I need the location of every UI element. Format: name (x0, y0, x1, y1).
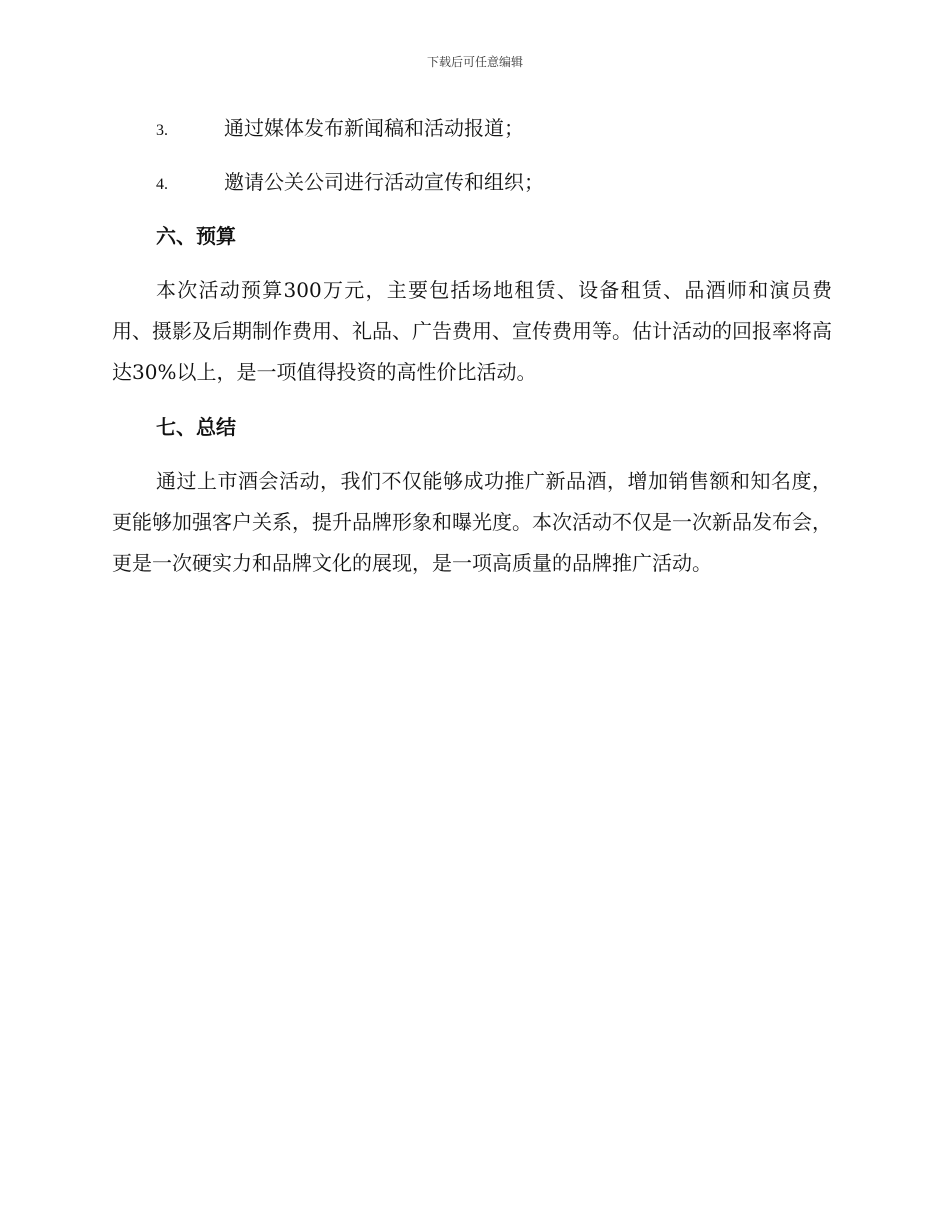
list-item (112, 162, 832, 202)
list-item-text: 邀请公关公司进行活动宣传和组织； (224, 170, 544, 194)
section-heading-summary: 七、总结 (156, 415, 236, 439)
page-header: 下载后可任意编辑 (426, 55, 523, 69)
budget-paragraph: 本次活动预算300万元，主要包括场地租赁、设备租赁、品酒师和演员费用、摄影及后期制作费用、礼品、广告费用、宣传费用等。估计活动的回报率将高达30%以上，是一项值得投资的高性价比活动。 (112, 278, 832, 384)
document-body (112, 108, 832, 598)
list-item-text: 通过媒体发布新闻稿和活动报道； (224, 116, 524, 140)
section-heading-budget: 六、预算 (156, 224, 236, 248)
list-item (112, 108, 832, 148)
list-item-number: 4. (156, 176, 168, 193)
summary-paragraph: 通过上市酒会活动，我们不仅能够成功推广新品酒，增加销售额和知名度，更能够加强客户关系，提升品牌形象和曝光度。本次活动不仅是一次新品发布会，更是一次硬实力和品牌文化的展现，是一项高质量的品牌推广活动。 (112, 469, 832, 575)
list-item-number: 3. (156, 122, 168, 139)
